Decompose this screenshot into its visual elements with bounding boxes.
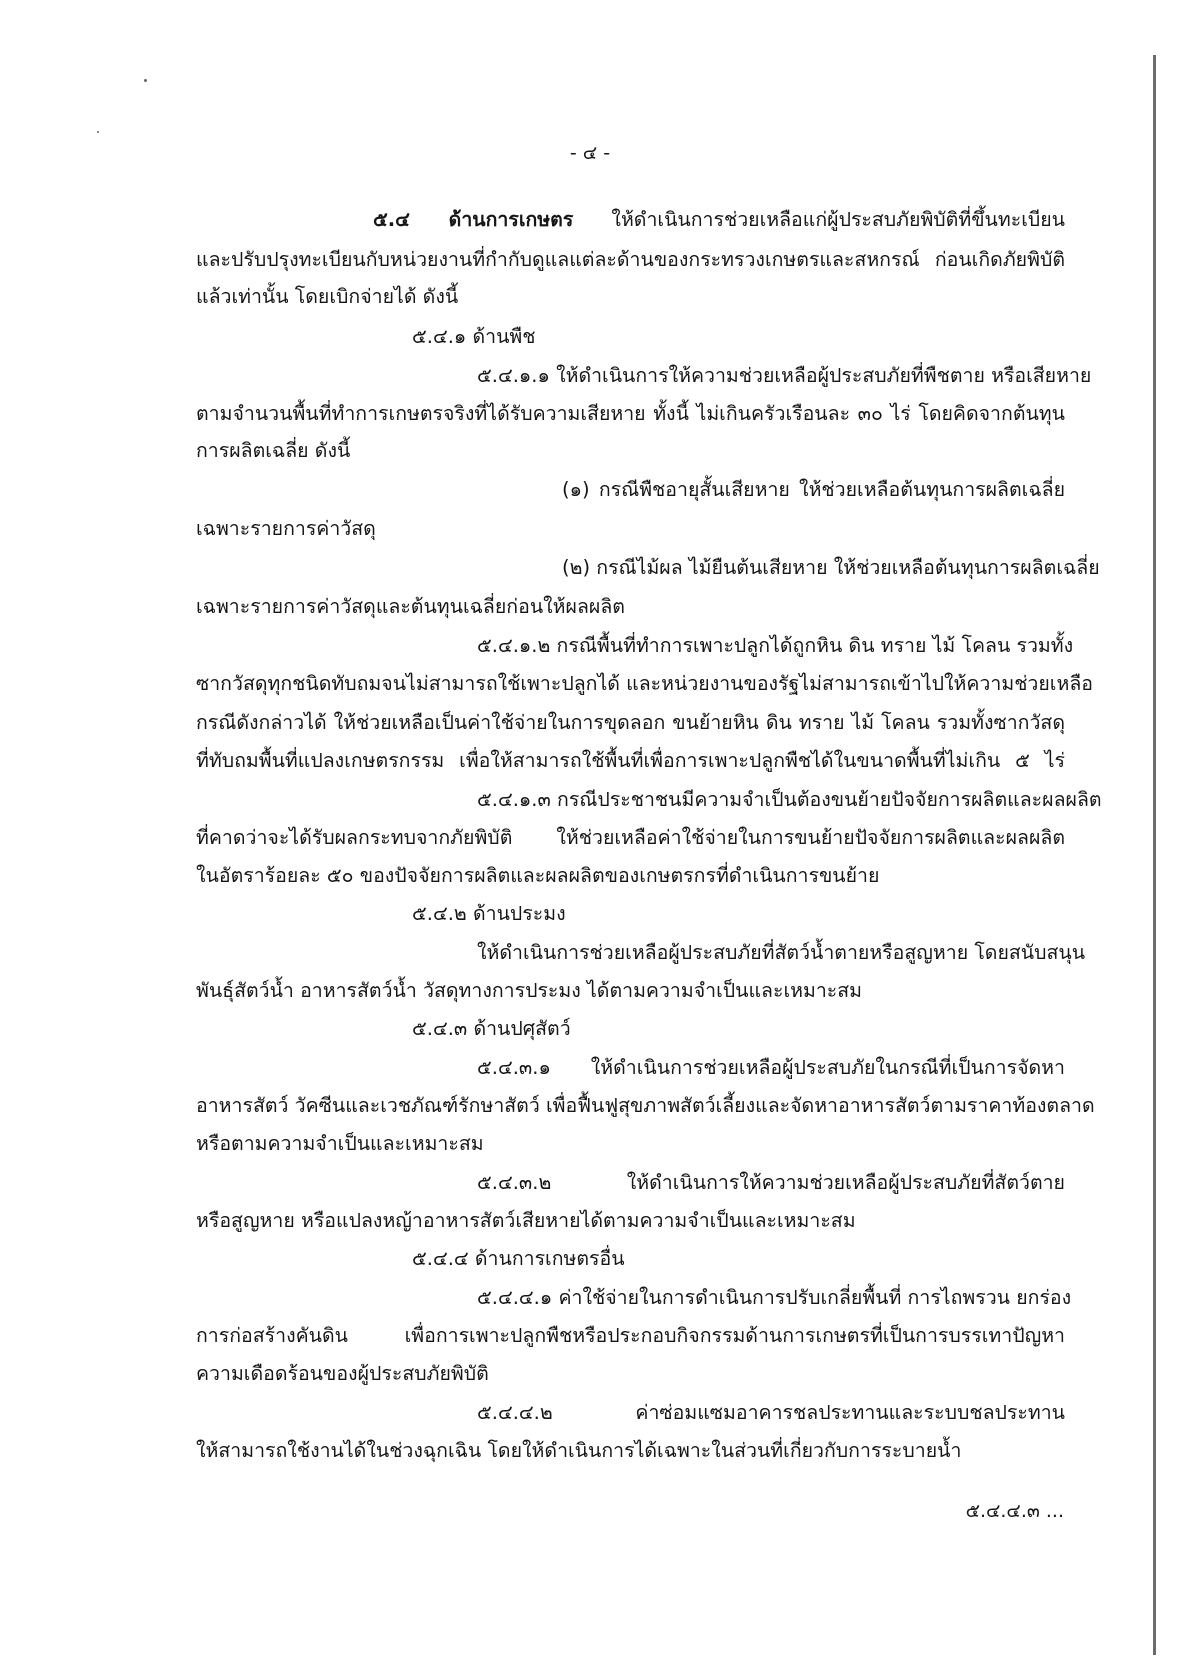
paragraph-line: การก่อสร้างคันดิน เพื่อการเพาะปลูกพืชหรือประกอบกิจกรรมด้านการเกษตรที่เป็นการบรรเทาปัญหา	[196, 1324, 1065, 1347]
paragraph-line: การผลิตเฉลี่ย ดังนี้	[196, 439, 351, 462]
subsection-heading: ๕.๔.๒ ด้านประมง	[412, 902, 566, 925]
paragraph-line: และปรับปรุงทะเบียนกับหน่วยงานที่กำกับดูแลแต่ละด้านของกระทรวงเกษตรและสหกรณ์ ก่อนเกิดภัยพิบัติ	[196, 248, 1065, 271]
page-number: - ๔ -	[569, 142, 611, 164]
paragraph-line: ที่คาดว่าจะได้รับผลกระทบจากภัยพิบัติ ให้ช่วยเหลือค่าใช้จ่ายในการขนย้ายปัจจัยการผลิตและผลผลิต	[196, 826, 1065, 849]
item-first-line: ๕.๔.๔.๑ ค่าใช้จ่ายในการดำเนินการปรับเกลี่ยพื้นที่ การไถพรวน ยกร่อง	[477, 1286, 1072, 1309]
scan-speck	[144, 79, 147, 82]
paragraph-line: ให้สามารถใช้งานได้ในช่วงฉุกเฉิน โดยให้ดำเนินการได้เฉพาะในส่วนที่เกี่ยวกับการระบายน้ำ	[196, 1439, 962, 1462]
item-first-line: ๕.๔.๑.๒ กรณีพื้นที่ทำการเพาะปลูกได้ถูกหิน ดิน ทราย ไม้ โคลน รวมทั้ง	[477, 634, 1074, 657]
paragraph-line: เฉพาะรายการค่าวัสดุและต้นทุนเฉลี่ยก่อนให้ผลผลิต	[196, 595, 625, 618]
paragraph-line: ในอัตราร้อยละ ๕๐ ของปัจจัยการผลิตและผลผลิตของเกษตรกรที่ดำเนินการขนย้าย	[196, 864, 880, 887]
paragraph-line: ตามจำนวนพื้นที่ทำการเกษตรจริงที่ได้รับความเสียหาย ทั้งนี้ ไม่เกินครัวเรือนละ ๓๐ ไร่ โดยคิดจากต้นทุน	[196, 402, 1065, 425]
continuation-marker: ๕.๔.๔.๓ ...	[965, 1500, 1064, 1522]
item-first-line: ให้ดำเนินการช่วยเหลือผู้ประสบภัยที่สัตว์น้ำตายหรือสูญหาย โดยสนับสนุน	[477, 941, 1086, 964]
paragraph-line: เฉพาะรายการค่าวัสดุ	[196, 517, 376, 540]
item-first-line: ๕.๔.๓.๒ ให้ดำเนินการให้ความช่วยเหลือผู้ประสบภัยที่สัตว์ตาย	[477, 1171, 1065, 1194]
paragraph-line: ความเดือดร้อนของผู้ประสบภัยพิบัติ	[196, 1362, 489, 1385]
item-first-line: ๕.๔.๔.๒ ค่าซ่อมแซมอาคารชลประทานและระบบชลประทาน	[477, 1401, 1065, 1424]
subsection-heading: ๕.๔.๓ ด้านปศุสัตว์	[412, 1017, 571, 1040]
subsection-heading: ๕.๔.๑ ด้านพืช	[412, 325, 536, 348]
section-intro-text: ให้ดำเนินการช่วยเหลือแก่ผู้ประสบภัยพิบัติที่ขึ้นทะเบียน	[573, 208, 1065, 231]
paragraph-line: หรือสูญหาย หรือแปลงหญ้าอาหารสัตว์เสียหายได้ตามความจำเป็นและเหมาะสม	[196, 1209, 856, 1232]
paragraph-line: ซากวัสดุทุกชนิดทับถมจนไม่สามารถใช้เพาะปลูกได้ และหน่วยงานของรัฐไม่สามารถเข้าไปให้ความช่วยเหลือ	[196, 672, 1093, 695]
scan-speck	[97, 131, 99, 133]
section-heading: ๕.๔ ด้านการเกษตร	[373, 208, 574, 231]
paragraph-line: พันธุ์สัตว์น้ำ อาหารสัตว์น้ำ วัสดุทางการประมง ได้ตามความจำเป็นและเหมาะสม	[196, 979, 863, 1002]
scan-edge-line	[1153, 55, 1156, 1655]
paragraph-line: อาหารสัตว์ วัคซีนและเวชภัณฑ์รักษาสัตว์ เพื่อฟื้นฟูสุขภาพสัตว์เลี้ยงและจัดหาอาหารสัตว์ตามราคาท้องตลาด	[196, 1094, 1095, 1117]
paragraph-line: ที่ทับถมพื้นที่แปลงเกษตรกรรม เพื่อให้สามารถใช้พื้นที่เพื่อการเพาะปลูกพืชได้ในขนาดพื้นที่ไม่เกิน ๕ ไร่	[196, 749, 1065, 772]
paragraph-line	[373, 205, 1065, 235]
subsection-heading: ๕.๔.๔ ด้านการเกษตรอื่น	[412, 1247, 625, 1270]
item-first-line: ๕.๔.๑.๓ กรณีประชาชนมีความจำเป็นต้องขนย้ายปัจจัยการผลิตและผลผลิต	[477, 788, 1102, 811]
paragraph-line: กรณีดังกล่าวได้ ให้ช่วยเหลือเป็นค่าใช้จ่ายในการขุดลอก ขนย้ายหิน ดิน ทราย ไม้ โคลน รวมทั้งซากวัสดุ	[196, 711, 1065, 734]
item-first-line: ๕.๔.๑.๑ ให้ดำเนินการให้ความช่วยเหลือผู้ประสบภัยที่พืชตาย หรือเสียหาย	[477, 364, 1092, 387]
sub-item-first-line: (๒) กรณีไม้ผล ไม้ยืนต้นเสียหาย ให้ช่วยเหลือต้นทุนการผลิตเฉลี่ย	[562, 556, 1100, 579]
sub-item-first-line: (๑) กรณีพืชอายุสั้นเสียหาย ให้ช่วยเหลือต้นทุนการผลิตเฉลี่ย	[562, 478, 1065, 501]
item-first-line: ๕.๔.๓.๑ ให้ดำเนินการช่วยเหลือผู้ประสบภัยในกรณีที่เป็นการจัดหา	[477, 1056, 1065, 1079]
paragraph-line: หรือตามความจำเป็นและเหมาะสม	[196, 1132, 484, 1155]
paragraph-line: แล้วเท่านั้น โดยเบิกจ่ายได้ ดังนี้	[196, 285, 459, 308]
